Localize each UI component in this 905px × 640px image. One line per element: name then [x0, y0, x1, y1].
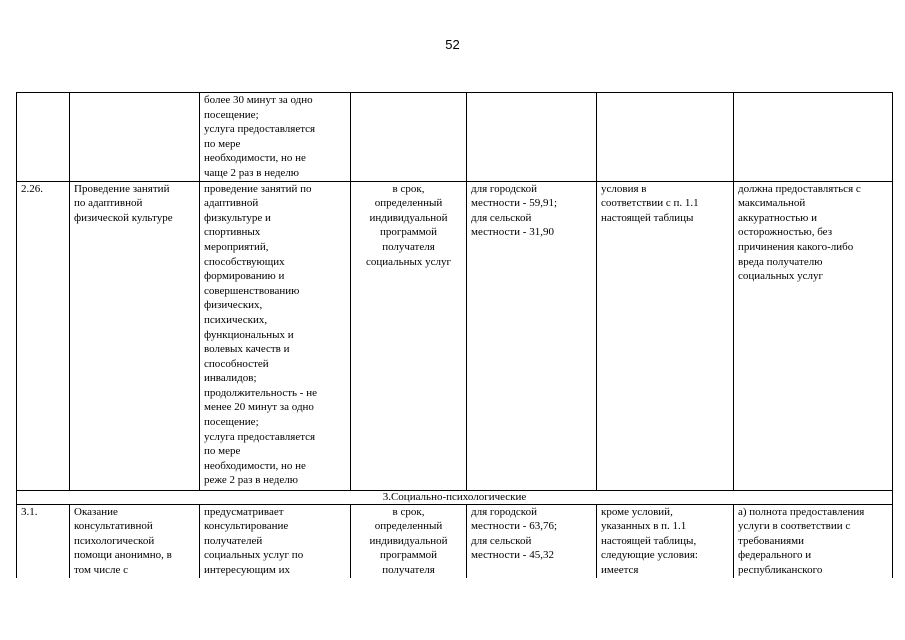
page-number: 52	[445, 37, 460, 52]
cell-quality: должна предоставляться с максимальной аккуратностью и осторожностью, без причинения какого-либо вреда получателю социальных услуг	[734, 181, 893, 490]
cell-tariff: для городской местности - 59,91; для сельской местности - 31,90	[467, 181, 597, 490]
cell-number: 3.1.	[17, 504, 70, 577]
cell-service-description: более 30 минут за одно посещение; услуга предоставляется по мере необходимости, но не чаще 2 раз в неделю	[200, 93, 351, 182]
cell-conditions	[597, 93, 734, 182]
cell-service-description: предусматривает консультирование получателей социальных услуг по интересующим их	[200, 504, 351, 577]
cell-number	[17, 93, 70, 182]
cell-service-name: Оказание консультативной психологической помощи анонимно, в том числе с	[70, 504, 200, 577]
cell-quality: а) полнота предоставления услуги в соответствии с требованиями федерального и республиканского	[734, 504, 893, 577]
cell-deadline	[351, 93, 467, 182]
cell-conditions: условия в соответствии с п. 1.1 настоящей таблицы	[597, 181, 734, 490]
services-table	[16, 92, 893, 578]
cell-number: 2.26.	[17, 181, 70, 490]
cell-conditions: кроме условий, указанных в п. 1.1 настоящей таблицы, следующие условия: имеется	[597, 504, 734, 577]
table-row	[17, 93, 893, 182]
table-row	[17, 181, 893, 490]
cell-service-description: проведение занятий по адаптивной физкультуре и спортивных мероприятий, способствующих формированию и совершенствованию физических, психических, функциональных и волевых качеств и способностей инвалидов; продолжительность - не менее 20 минут за одно посещение; услуга предоставляется по мере необходимости, но не реже 2 раз в неделю	[200, 181, 351, 490]
cell-tariff: для городской местности - 63,76; для сельской местности - 45,32	[467, 504, 597, 577]
cell-deadline: в срок, определенный индивидуальной программой получателя	[351, 504, 467, 577]
table-row	[17, 504, 893, 577]
cell-service-name	[70, 93, 200, 182]
section-title: 3.Социально-психологические	[17, 490, 893, 504]
cell-deadline: в срок, определенный индивидуальной программой получателя социальных услуг	[351, 181, 467, 490]
cell-tariff	[467, 93, 597, 182]
cell-quality	[734, 93, 893, 182]
cell-service-name: Проведение занятий по адаптивной физической культуре	[70, 181, 200, 490]
section-header-row	[17, 490, 893, 504]
